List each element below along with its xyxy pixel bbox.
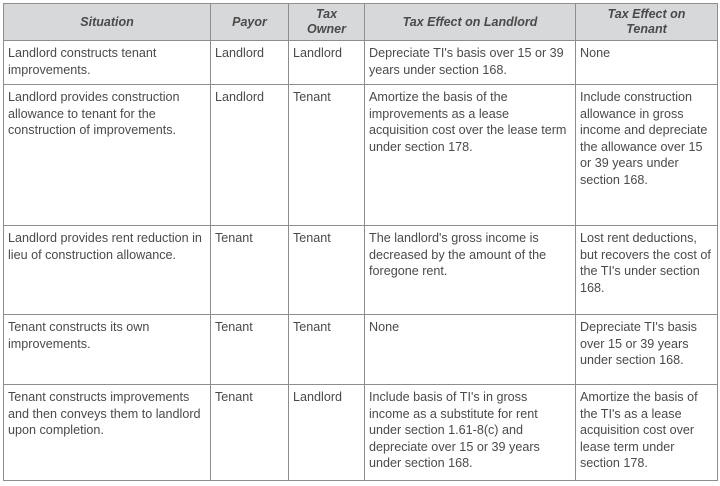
table-row: [4, 85, 718, 226]
header-landlord-effect: Tax Effect on Landlord: [365, 4, 576, 41]
header-tenant-effect: Tax Effect on Tenant: [576, 4, 718, 41]
cell-tax-owner: Landlord: [289, 41, 365, 85]
table-row: [4, 385, 718, 481]
cell-tenant-effect: Lost rent deductions, but recovers the cost of the TI's under section 168.: [576, 226, 718, 315]
cell-situation: Tenant constructs improvements and then conveys them to landlord upon completion.: [4, 385, 211, 481]
tax-effects-table: [3, 3, 718, 481]
table-row: [4, 226, 718, 315]
cell-situation: Tenant constructs its own improvements.: [4, 315, 211, 385]
cell-tenant-effect: None: [576, 41, 718, 85]
cell-payor: Landlord: [211, 85, 289, 226]
cell-situation: Landlord constructs tenant improvements.: [4, 41, 211, 85]
header-payor: Payor: [211, 4, 289, 41]
cell-situation: Landlord provides construction allowance to tenant for the construction of improvements.: [4, 85, 211, 226]
cell-landlord-effect: Amortize the basis of the improvements as a lease acquisition cost over the lease term under section 178.: [365, 85, 576, 226]
header-tax-owner: Tax Owner: [289, 4, 365, 41]
cell-payor: Tenant: [211, 385, 289, 481]
table-header-row: [4, 4, 718, 41]
cell-tenant-effect: Amortize the basis of the TI's as a lease acquisition cost over lease term under section 178.: [576, 385, 718, 481]
cell-situation: Landlord provides rent reduction in lieu of construction allowance.: [4, 226, 211, 315]
cell-landlord-effect: The landlord's gross income is decreased by the amount of the foregone rent.: [365, 226, 576, 315]
cell-tax-owner: Landlord: [289, 385, 365, 481]
tax-effects-table-container: [3, 3, 717, 479]
cell-tax-owner: Tenant: [289, 85, 365, 226]
cell-payor: Tenant: [211, 226, 289, 315]
table-row: [4, 41, 718, 85]
cell-payor: Landlord: [211, 41, 289, 85]
cell-landlord-effect: Include basis of TI's in gross income as a substitute for rent under section 1.61-8(c) and depreciate over 15 or 39 years under section 168.: [365, 385, 576, 481]
cell-tenant-effect: Include construction allowance in gross income and depreciate the allowance over 15 or 39 years under section 168.: [576, 85, 718, 226]
cell-tax-owner: Tenant: [289, 315, 365, 385]
cell-payor: Tenant: [211, 315, 289, 385]
cell-tax-owner: Tenant: [289, 226, 365, 315]
table-row: [4, 315, 718, 385]
cell-tenant-effect: Depreciate TI's basis over 15 or 39 years under section 168.: [576, 315, 718, 385]
cell-landlord-effect: Depreciate TI's basis over 15 or 39 years under section 168.: [365, 41, 576, 85]
header-situation: Situation: [4, 4, 211, 41]
cell-landlord-effect: None: [365, 315, 576, 385]
